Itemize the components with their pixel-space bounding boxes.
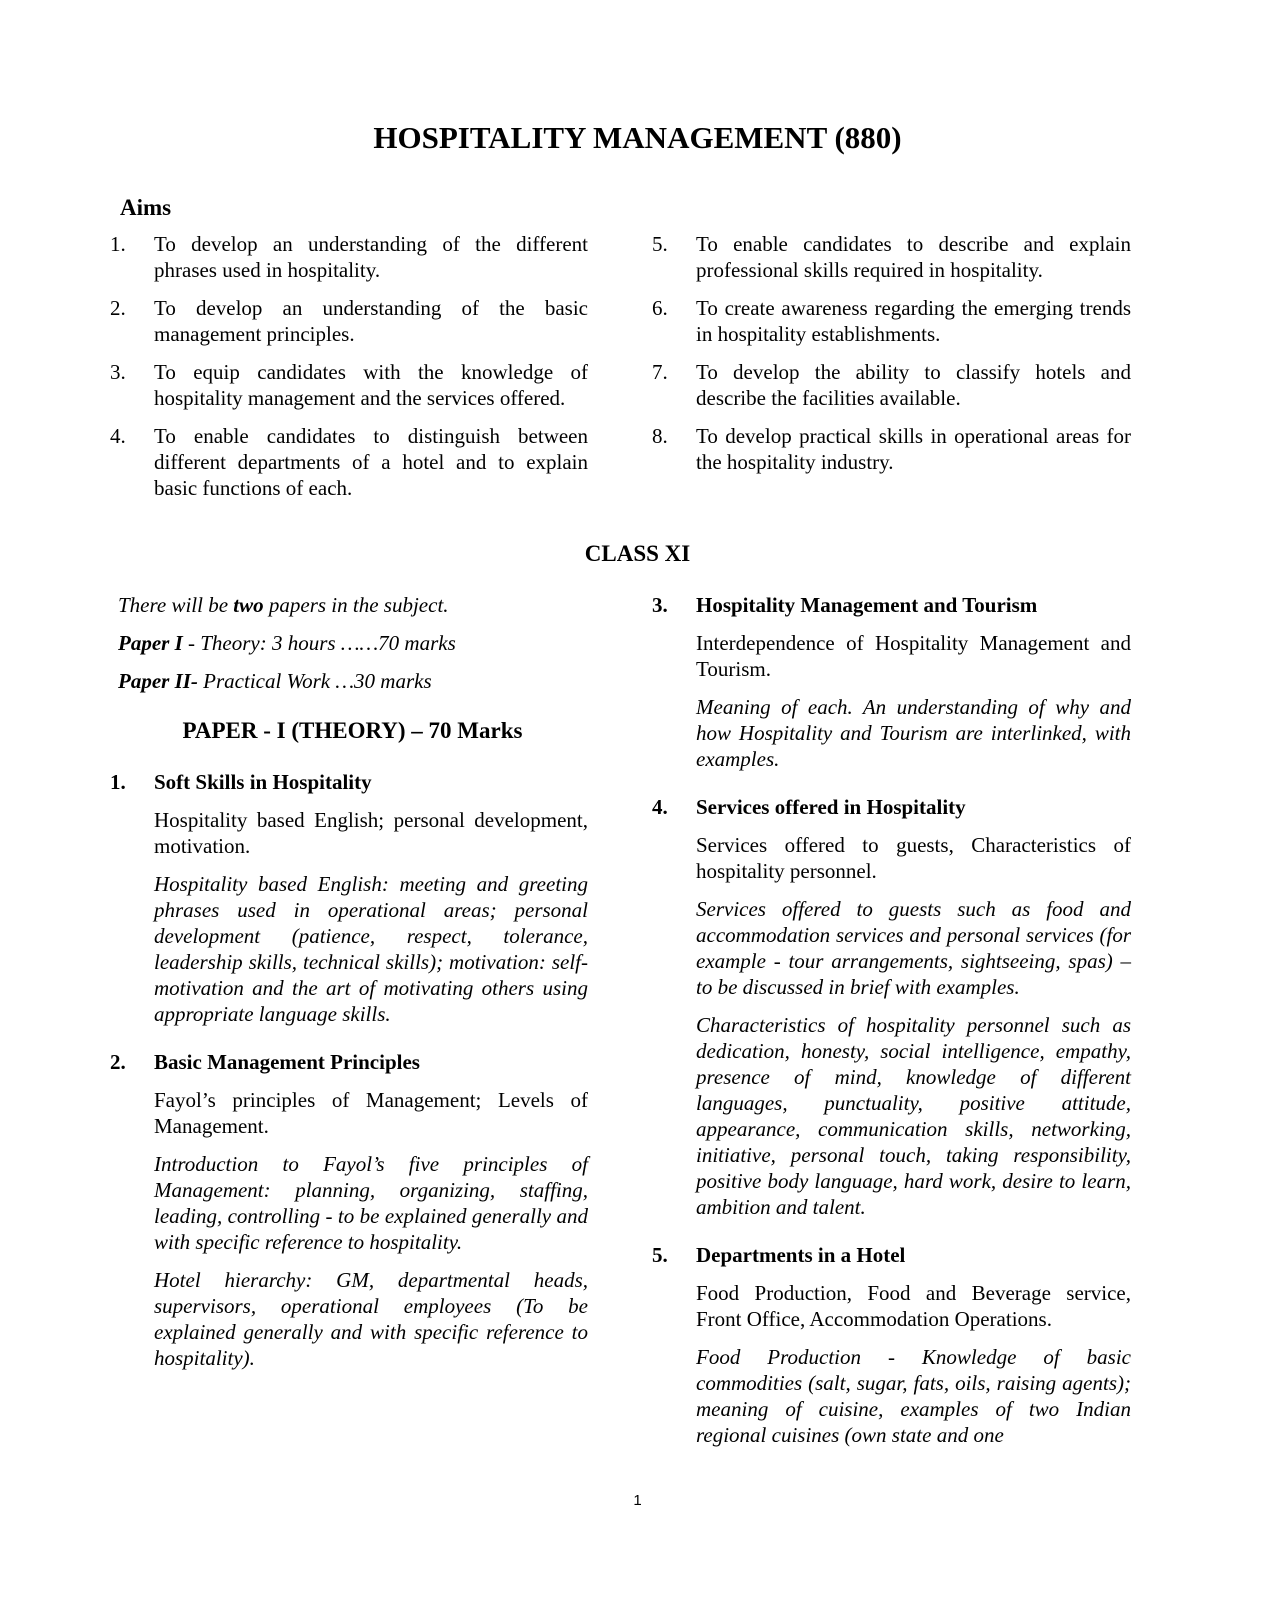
section-text: Hospitality based English; personal development, motivation. bbox=[154, 808, 588, 858]
paper-heading: PAPER - I (THEORY) – 70 Marks bbox=[182, 718, 523, 743]
section-text: Interdependence of Hospitality Management and Tourism. bbox=[696, 631, 1131, 681]
syllabus-right-column bbox=[652, 592, 1131, 1470]
page-title: HOSPITALITY MANAGEMENT (880) bbox=[373, 120, 902, 155]
paper2-line: Paper II- Practical Work …30 marks bbox=[118, 669, 432, 693]
class-heading: CLASS XI bbox=[584, 541, 691, 566]
section-text: Food Production, Food and Beverage service, Front Office, Accommodation Operations. bbox=[696, 1281, 1131, 1331]
aim-item: 8. To develop practical skills in operational areas for the hospitality industry. bbox=[652, 424, 1131, 474]
section-detail: Hospitality based English: meeting and greeting phrases used in operational areas; personal development (patience, respect, tolerance, leadership skills, technical skills); motivation: self-motivation and the art of motivating others using appropriate language skills. bbox=[154, 872, 588, 1026]
section-heading: 1. Soft Skills in Hospitality bbox=[110, 770, 372, 794]
aim-item: 5. To enable candidates to describe and explain professional skills required in hospitality. bbox=[652, 232, 1131, 282]
paper1-line: Paper I - Theory: 3 hours ……70 marks bbox=[118, 631, 456, 655]
syllabus-section bbox=[110, 1049, 588, 1371]
section-detail: Food Production - Knowledge of basic commodities (salt, sugar, fats, oils, raising agents); meaning of cuisine, examples of two Indian regional cuisines (own state and one bbox=[696, 1345, 1131, 1447]
aims-list-right bbox=[652, 231, 1131, 487]
section-detail: Services offered to guests such as food and accommodation services and personal services (for example - tour arrangements, sightseeing, spas) – to be discussed in brief with examples. bbox=[696, 897, 1131, 999]
syllabus-left-column bbox=[110, 769, 588, 1393]
syllabus-section bbox=[652, 794, 1131, 1220]
aim-item: 6. To create awareness regarding the emerging trends in hospitality establishments. bbox=[652, 296, 1131, 346]
aim-item: 3. To equip candidates with the knowledge of hospitality management and the services offered. bbox=[110, 360, 588, 410]
section-detail: Introduction to Fayol’s five principles of Management: planning, organizing, staffing, leading, controlling - to be explained generally and with specific reference to hospitality. bbox=[154, 1152, 588, 1254]
aim-item: 7. To develop the ability to classify hotels and describe the facilities available. bbox=[652, 360, 1131, 410]
aims-heading: Aims bbox=[120, 195, 172, 220]
section-heading: 3. Hospitality Management and Tourism bbox=[652, 593, 1038, 617]
section-text: Services offered to guests, Characteristics of hospitality personnel. bbox=[696, 833, 1131, 883]
aim-item: 1. To develop an understanding of the different phrases used in hospitality. bbox=[110, 232, 588, 282]
aims-list-left bbox=[110, 231, 588, 513]
syllabus-section bbox=[652, 1242, 1131, 1448]
intro-line: There will be two papers in the subject. bbox=[118, 593, 449, 617]
syllabus-section bbox=[110, 769, 588, 1027]
section-detail: Hotel hierarchy: GM, departmental heads, supervisors, operational employees (To be explained generally and with specific reference to hospitality). bbox=[154, 1268, 588, 1370]
aim-item: 2. To develop an understanding of the basic management principles. bbox=[110, 296, 588, 346]
section-heading: 4. Services offered in Hospitality bbox=[652, 795, 966, 819]
section-text: Fayol’s principles of Management; Levels of Management. bbox=[154, 1088, 588, 1138]
page-number: 1 bbox=[633, 1492, 642, 1509]
syllabus-section bbox=[652, 592, 1131, 772]
paper-intro bbox=[118, 592, 598, 706]
section-heading: 2. Basic Management Principles bbox=[110, 1050, 420, 1074]
aim-item: 4. To enable candidates to distinguish between different departments of a hotel and to explain basic functions of each. bbox=[110, 424, 588, 500]
section-detail: Meaning of each. An understanding of why and how Hospitality and Tourism are interlinked, with examples. bbox=[696, 695, 1131, 771]
section-detail: Characteristics of hospitality personnel such as dedication, honesty, social intelligence, empathy, presence of mind, knowledge of different languages, punctuality, positive attitude, appearance, communication skills, networking, initiative, personal touch, taking responsibility, positive body language, hard work, desire to learn, ambition and talent. bbox=[696, 1013, 1131, 1219]
section-heading: 5. Departments in a Hotel bbox=[652, 1243, 906, 1267]
